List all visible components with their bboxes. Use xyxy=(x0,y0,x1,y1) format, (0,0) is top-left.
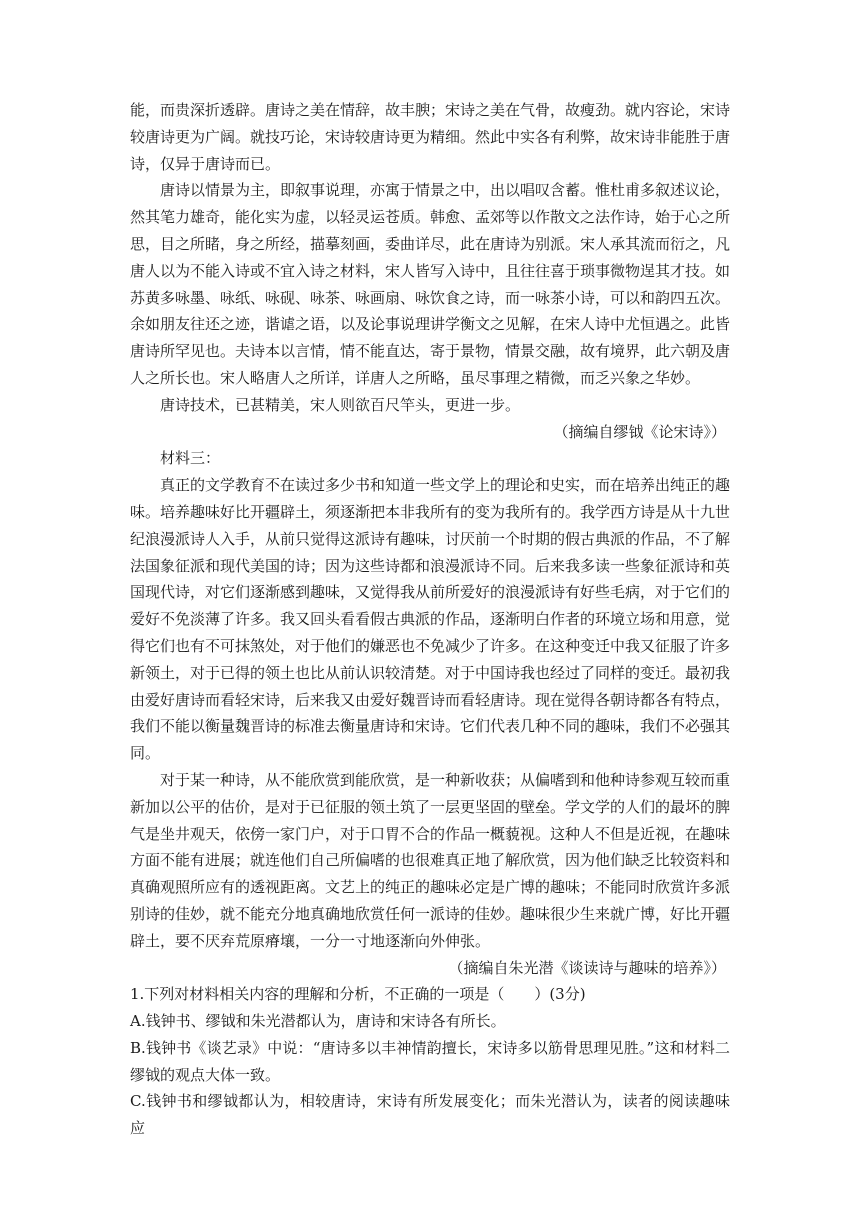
question-stem: 1.下列对材料相关内容的理解和分析，不正确的一项是（ ）(3分) xyxy=(130,985,586,1004)
document-page xyxy=(130,97,730,1142)
option-b: B.钱钟书《谈艺录》中说：“唐诗多以丰神情韵擅长，宋诗多以筋骨思理见胜。”这和材料二缪钺的观点大体一致。 xyxy=(130,1038,730,1084)
paragraph-technique: 唐诗技术，已甚精美，宋人则欲百尺竿头，更进一步。 xyxy=(160,395,521,414)
source-citation-zhu: （摘编自朱光潜《谈读诗与趣味的培养》） xyxy=(448,958,726,977)
option-c: C.钱钟书和缪钺都认为，相较唐诗，宋诗有所发展变化；而朱光潜认为，读者的阅读趣味应 xyxy=(130,1092,730,1138)
source-citation-miao: （摘编自缪钺《论宋诗》） xyxy=(553,422,726,441)
paragraph-appreciation: 对于某一种诗，从不能欣赏到能欣赏，是一种新收获；从偏嗜到和他种诗参观互较而重新加以公平的估价，是对于已征服的领土筑了一层更坚固的壁垒。学文学的人们的最坏的脾气是坐井观天，依傍一家门户，对于口胃不合的作品一概藐视。这种人不但是近视，在趣味方面不能有进展；就连他们自己所偏嗜的也很难真正地了解欣赏，因为他们缺乏比较资料和真确观照所应有的透视距离。文艺上的纯正的趣味必定是广博的趣味；不能同时欣赏许多派别诗的佳妙，就不能充分地真确地欣赏任何一派诗的佳妙。趣味很少生来就广博，好比开疆辟土，要不厌弃荒原瘠壤，一分一寸地逐渐向外伸张。 xyxy=(130,770,731,950)
paragraph-literary-education: 真正的文学教育不在读过多少书和知道一些文学上的理论和史实，而在培养出纯正的趣味。培养趣味好比开疆辟土，须逐渐把本非我所有的变为我所有的。我学西方诗是从十九世纪浪漫派诗人入手，从前只觉得这派诗有趣味，讨厌前一个时期的假古典派的作品，不了解法国象征派和现代美国的诗；因为这些诗都和浪漫派诗不同。后来我多读一些象征派诗和英国现代诗，对它们逐渐感到趣味，又觉得我从前所爱好的浪漫派诗有好些毛病，对于它们的爱好不免淡薄了许多。我又回头看看假古典派的作品，逐渐明白作者的环境立场和用意，觉得它们也有不可抹煞处，对于他们的嫌恶也不免减少了许多。在这种变迁中我又征服了许多新领土，对于已得的领土也比从前认识较清楚。对于中国诗我也经过了同样的变迁。最初我由爱好唐诗而看轻宋诗，后来我又由爱好魏晋诗而看轻唐诗。现在觉得各朝诗都各有特点，我们不能以衡量魏晋诗的标准去衡量唐诗和宋诗。它们代表几种不同的趣味，我们不必强其同。 xyxy=(130,476,731,763)
paragraph-continuation: 能，而贵深折透辟。唐诗之美在情辞，故丰腴；宋诗之美在气骨，故瘦劲。就内容论，宋诗较唐诗更为广阔。就技巧论，宋诗较唐诗更为精细。然此中实各有利弊，故宋诗非能胜于唐诗，仅异于唐诗而已。 xyxy=(130,101,731,173)
option-a: A.钱钟书、缪钺和朱光潜都认为，唐诗和宋诗各有所长。 xyxy=(130,1012,506,1031)
material-three-heading: 材料三： xyxy=(160,449,221,468)
paragraph-tang-song: 唐诗以情景为主，即叙事说理，亦寓于情景之中，出以唱叹含蓄。惟杜甫多叙述议论，然其笔力雄奇，能化实为虚，以轻灵运苍质。韩愈、孟郊等以作散文之法作诗，始于心之所思，目之所睹，身之所经，描摹刻画，委曲详尽，此在唐诗为别派。宋人承其流而衍之，凡唐人以为不能入诗或不宜入诗之材料，宋人皆写入诗中，且往往喜于琐事微物逞其才技。如苏黄多咏墨、咏纸、咏砚、咏茶、咏画扇、咏饮食之诗，而一咏茶小诗，可以和韵四五次。余如朋友往还之迹，谐谑之语，以及论事说理讲学衡文之见解，在宋人诗中尤恒遇之。此皆唐诗所罕见也。夫诗本以言情，情不能直达，寄于景物，情景交融，故有境界，此六朝及唐人之所长也。宋人略唐人之所详，详唐人之所略，虽尽事理之精微，而乏兴象之华妙。 xyxy=(130,181,731,387)
